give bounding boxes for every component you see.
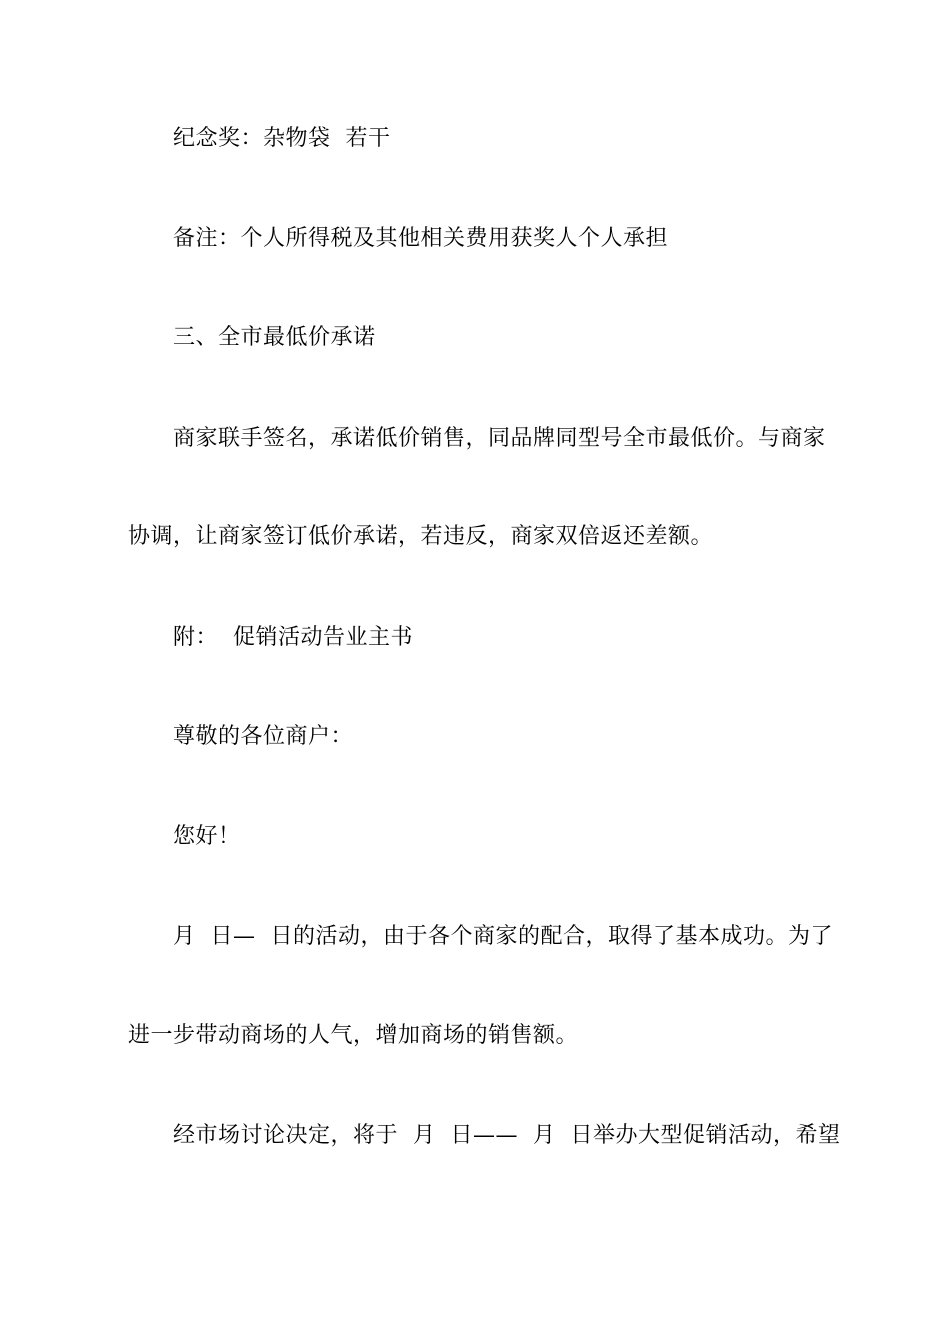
section-heading-lowest-price: 三、全市最低价承诺 bbox=[173, 325, 376, 350]
paragraph-activity-success-continued: 进一步带动商场的人气，增加商场的销售额。 bbox=[128, 1023, 579, 1048]
paragraph-activity-success: 月 日— 日的活动，由于各个商家的配合，取得了基本成功。为了 bbox=[173, 924, 833, 949]
letter-salutation: 尊敬的各位商户： bbox=[173, 724, 354, 749]
paragraph-merchant-pledge: 商家联手签名，承诺低价销售，同品牌同型号全市最低价。与商家 bbox=[173, 426, 826, 451]
paragraph-note-tax: 备注：个人所得税及其他相关费用获奖人个人承担 bbox=[173, 226, 669, 251]
paragraph-merchant-pledge-continued: 协调，让商家签订低价承诺，若违反，商家双倍返还差额。 bbox=[128, 524, 714, 549]
appendix-heading: 附： 促销活动告业主书 bbox=[173, 625, 413, 650]
letter-greeting: 您好！ bbox=[173, 824, 241, 849]
paragraph-commemorative-prize: 纪念奖：杂物袋 若干 bbox=[173, 126, 391, 151]
paragraph-market-decision: 经市场讨论决定，将于 月 日—— 月 日举办大型促销活动，希望 bbox=[173, 1123, 841, 1148]
